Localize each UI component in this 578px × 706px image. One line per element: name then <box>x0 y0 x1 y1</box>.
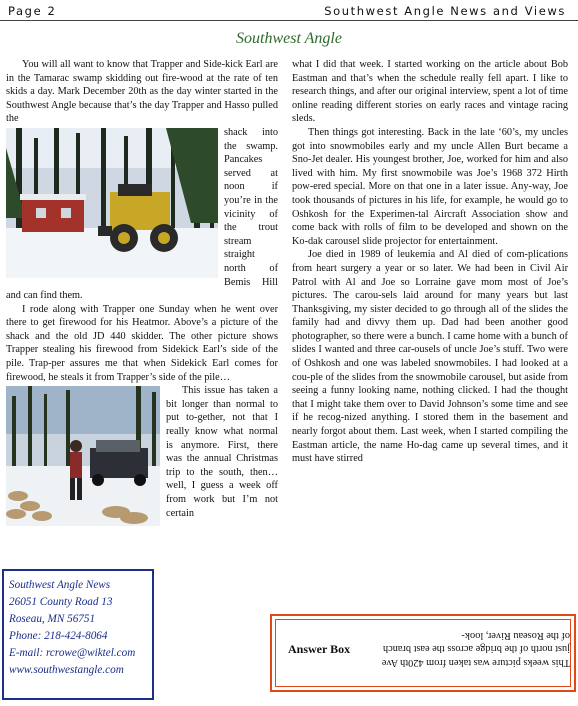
newsletter-name: Southwest Angle News and Views <box>324 4 566 18</box>
website-url: www.southwestangle.com <box>9 664 124 676</box>
paragraph-firewood: I rode along with Trapper one Sunday when he went over there to get firewood for his Heatmor. Above’s a picture of the shack and the old JD 440 skidder. The other picture shows Trapper stealing his firewood from Sidekick Earl’s side of the pile. Trap-per assures me that when Sidekick Earl comes for firewood, he steals it from Trapper’s side of the pile… <box>6 303 278 383</box>
paragraph-pancakes: shack into the swamp. Pancakes served at noon if you’re in the vicinity of the trout stream straight north of Bemis Hill and can find them. <box>6 126 278 302</box>
paragraph-uncles: Then things got interesting. Back in the late ‘60’s, my uncles got into snowmobiles early and my uncle Allen Burt became a Sno-Jet dealer. His youngest brother, Joe, worked for him and also lived with him. My first snowmobile was Joe’s 1968 372 Hirth pow-ered special. More on that one in a later issue. Any-way, Joe took thousands of pictures in his life, for example, he would go to Oshkosh for the Experimen-tal Aircraft Association show and come back with rolls of film to be developed and shown on the Ko-dak carousel slide projector for entertainment. <box>292 126 568 247</box>
page-header <box>0 0 578 22</box>
photo-shack-skidder <box>6 128 218 278</box>
left-column <box>6 58 278 528</box>
page-number: Page 2 <box>8 4 57 18</box>
paragraph-eastman: what I did that week. I started working on the article about Bob Eastman and that’s when the schedule really fell apart. I like to research things, and after our original interview, spent a lot of time online reading different stories on early races and vintage racing sleds. <box>292 59 568 125</box>
street-address: 26051 County Road 13 <box>9 596 113 608</box>
city-state-zip: Roseau, MN 56751 <box>9 613 96 625</box>
paragraph-issue-delay: This issue has taken a bit longer than normal to put to-gether, not that I really know what normal is anymore. First, there was the annual Christmas trip to the south, then…well, I guess a week off from work but I’m not certain <box>166 385 278 519</box>
header-rule <box>0 20 578 21</box>
photo-truck-firewood <box>6 386 160 526</box>
section-title: Southwest Angle <box>236 30 342 47</box>
paragraph-intro: You will all want to know that Trapper and Side-kick Earl are in the Tamarac swamp skidding out fire-wood at the rate of ten skids a day. Mark December 20th as the day winter started in the Southwest Angle because that’s the day Trapper and Hasso pulled the <box>6 59 278 125</box>
answer-box-title: Answer Box <box>288 642 351 656</box>
answer-box-clue: This weeks picture was taken from 420th Ave just north of the bridge across the east branch of the Roseau River, look- <box>381 629 570 668</box>
address-box <box>2 569 154 700</box>
phone-number: Phone: 218-424-8064 <box>9 630 108 642</box>
right-column <box>292 58 568 466</box>
email-address: E-mail: rcrowe@wiktel.com <box>9 647 136 659</box>
paragraph-slides: Joe died in 1989 of leukemia and Al died of com-plications from heart surgery a year or so later. We had been in Civil Air Patrol with Al and Joe so Lorraine gave mom most of Joe’s pictures. The carou-sels laid around for many years but last Thanksgiving, my sister decided to go through all of the slides the family had and divvy them up. Dad had been another good photographer, so there were a bunch. I came home with a bunch of slides I wanted and three car-ousels of uncle Joe’s stuff. Two were of Oshkosh and one was labeled snowmobiles. I had looked at a cou-ple of the slides from the snowmobile carousel, but aside from seeing a funny looking name, nothing clicked. I had the thought that I might take them over to David Johnson’s some time and see if he recog-nized anything. I stored them in the basement and nearly forgot about them. Last week, when I started compiling the Eastman article, the name Ho-dag came up several times, and it must have stirred <box>292 249 568 465</box>
newsletter-title: Southwest Angle News <box>9 579 111 591</box>
answer-box <box>270 614 576 692</box>
